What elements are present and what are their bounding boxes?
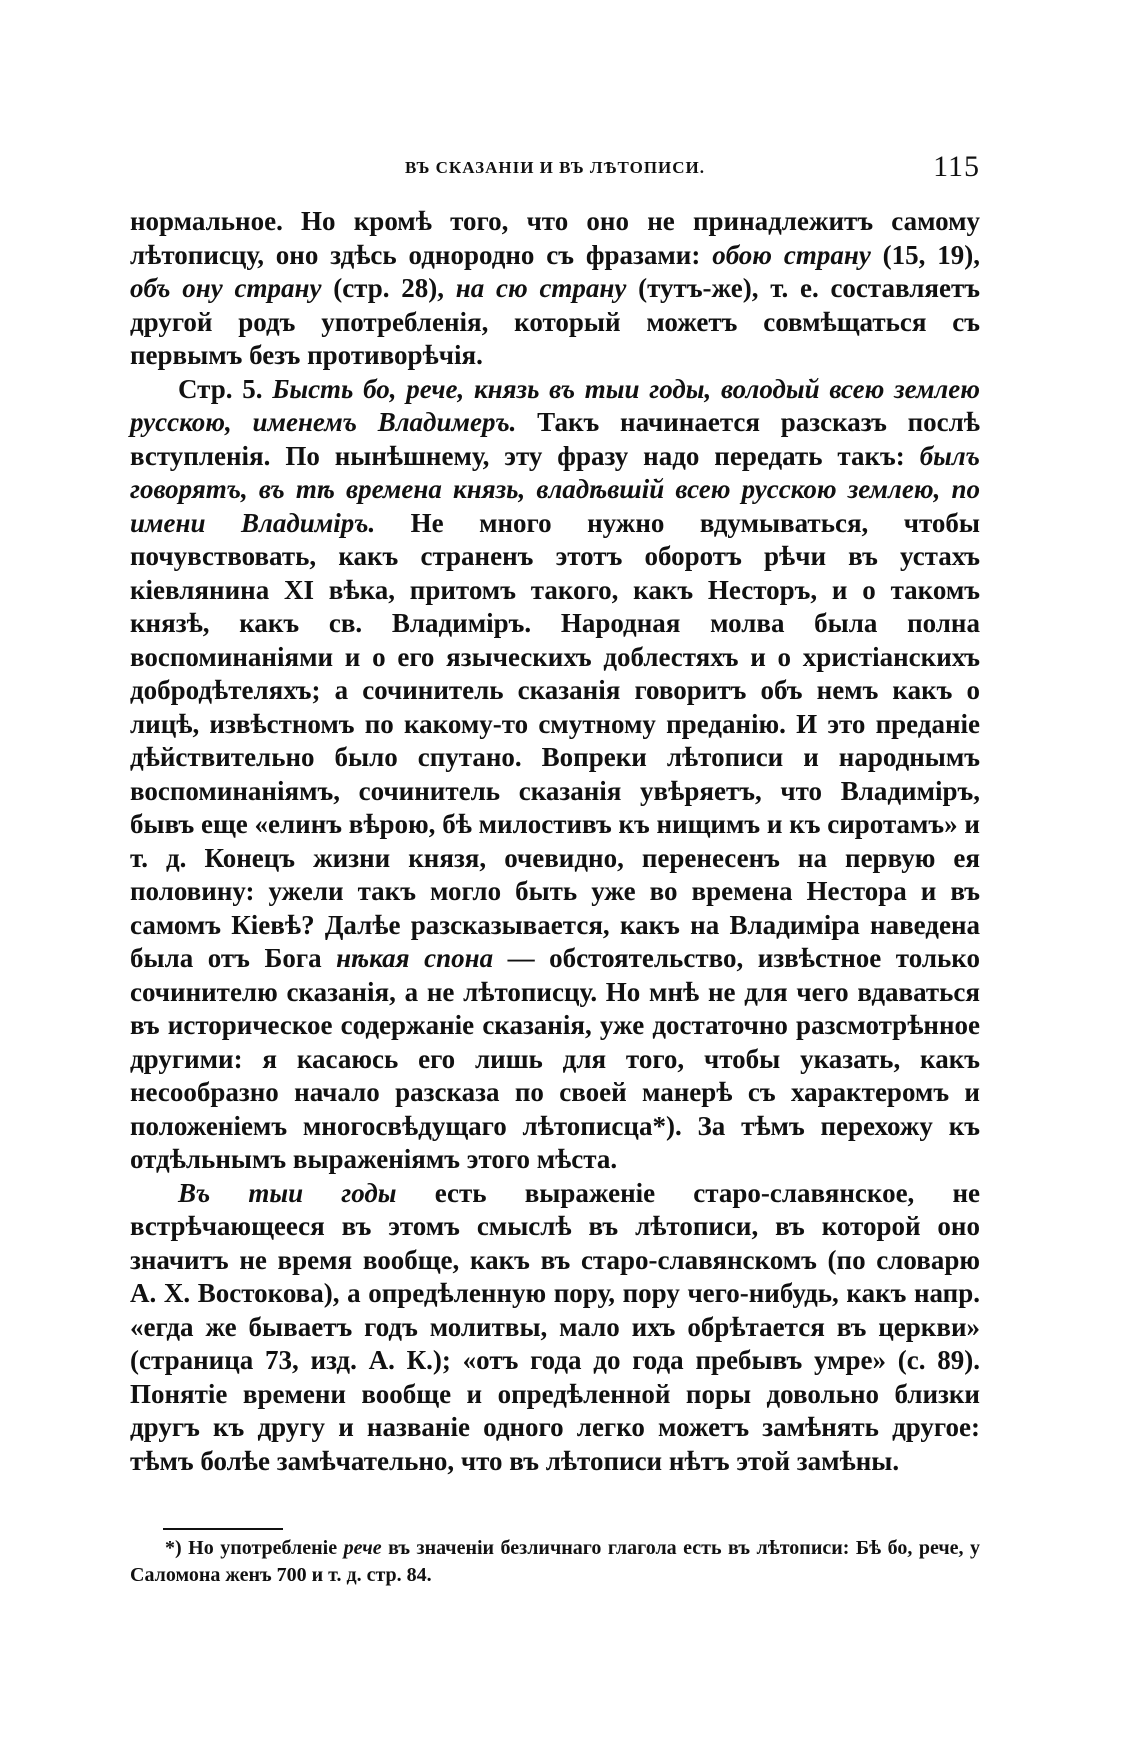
italic-text: Бысть бо, рече, князь въ тыи годы, володый всею землею русскою, именемъ Владимеръ.: [130, 373, 980, 437]
italic-text: объ ону страну: [130, 273, 322, 303]
text-run: — обстоятельство, извѣстное только сочинителю сказанія, а не лѣтописцу. Но мнѣ не для чего вдаваться въ историческое содержаніе сказанія, уже достаточно разсмотрѣнное другими: я касаюсь его лишь для того, чтобы указать, какъ несообразно начало разсказа по своей манерѣ съ характеромъ и положеніемъ многосвѣдущаго лѣтописца*). За тѣмъ перехожу къ отдѣльнымъ выраженіямъ этого мѣста.: [130, 943, 980, 1174]
running-title: ВЪ СКАЗАНІИ И ВЪ ЛѢТОПИСИ.: [404, 158, 706, 177]
italic-text: былъ говорятъ, въ тѣ времена князь, владѣвшій всею русскою землею, по имени Владимiръ.: [130, 440, 980, 538]
text-run: есть выраженіе старо-славянское, не встрѣчающееся въ этомъ смыслѣ въ лѣтописи, въ которой оно значитъ не время вообще, какъ въ старо-славянскомъ (по словарю А. Х. Востокова), а опредѣленную пору, пору чего-нибудь, какъ напр. «егда же бываетъ годъ молитвы, мало ихъ обрѣтается въ церкви» (страница 73, изд. А. К.); «отъ года до года пребывъ умре» (с. 89). Понятіе времени вообще и опредѣленной поры довольно близки другъ къ другу и названіе одного легко можетъ замѣнять другое: тѣмъ болѣе замѣчательно, что въ лѣтописи нѣтъ этой замѣны.: [130, 1177, 980, 1476]
page-number: 115: [933, 150, 980, 183]
text-run: (стр. 28),: [321, 273, 456, 303]
text-run: (тутъ-же), т. е. составляетъ другой родъ употребленія, который можетъ совмѣщаться съ первымъ безъ противорѣчія.: [130, 273, 980, 370]
paragraph: [130, 205, 980, 373]
italic-text: Въ тыи годы: [178, 1177, 397, 1208]
italic-text: обою страну: [712, 239, 871, 270]
paragraph: [130, 373, 980, 1177]
running-head: [130, 150, 980, 194]
text-run: Стр. 5.: [178, 373, 273, 404]
text-run: Такъ начинается разсказъ послѣ вступленія. По нынѣшнему, эту фразу надо передать такъ:: [130, 407, 981, 471]
body-text: [130, 205, 980, 1478]
text-run: (15, 19),: [870, 239, 981, 270]
italic-text: рече: [343, 1537, 382, 1559]
text-run: въ значеніи безличнаго глагола есть въ лѣтописи: Бѣ бо, рече, у Саломона женъ 700 и т. д. стр. 84.: [130, 1537, 980, 1586]
italic-text: нѣкая спона: [336, 943, 494, 973]
text-run: Не много нужно вдумываться, чтобы почувствовать, какъ страненъ этотъ оборотъ рѣчи въ устахъ кіевлянина XI вѣка, притомъ такого, какъ Несторъ, и о такомъ князѣ, какъ св. Владиміръ. Народная молва была полна воспоминаніями и о его языческихъ доблестяхъ и о христіанскихъ добродѣтеляхъ; а сочинитель сказанія говоритъ объ немъ какъ о лицѣ, извѣстномъ по какому-то смутному преданію. И это преданіе дѣйствительно было спутано. Вопреки лѣтописи и народнымъ воспоминаніямъ, сочинитель сказанія увѣряетъ, что Владиміръ, бывъ еще «елинъ вѣрою, бѣ милостивъ къ нищимъ и къ сиротамъ» и т. д. Конецъ жизни князя, очевидно, перенесенъ на первую ея половину: ужели такъ могло быть уже во времена Нестора и въ самомъ Кіевѣ? Далѣе разсказывается, какъ на Владиміра наведена была отъ Бога: [130, 507, 980, 973]
text-run: нормальное. Но кромѣ того, что оно не принадлежитъ самому лѣтописцу, оно здѣсь однородно съ фразами:: [130, 206, 980, 270]
footnote-divider: [163, 1528, 283, 1530]
paragraph: [130, 1177, 980, 1479]
text-run: *) Но употребленіе: [165, 1537, 344, 1559]
footnote: [130, 1535, 980, 1589]
footnote-text: [130, 1535, 980, 1589]
italic-text: на сю страну: [455, 273, 627, 303]
